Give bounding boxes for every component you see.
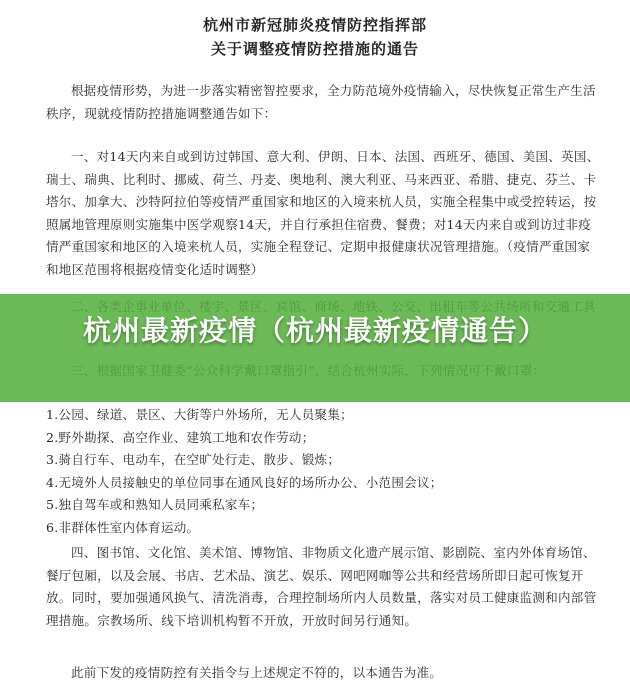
banner-title: 杭州最新疫情（杭州最新疫情通告） — [82, 314, 547, 347]
issuer-heading: 杭州市新冠肺炎疫情防控指挥部 — [202, 16, 427, 34]
list-item: 4.无境外人员接触史的单位同事在通风良好的场所办公、小范围会议； — [46, 474, 443, 490]
mask-exemption-list — [46, 404, 606, 539]
list-item: 3.骑自行车、电动车，在空旷处行走、散步、锻炼； — [46, 452, 341, 467]
closing-paragraph: 此前下发的疫情防控有关指令与上述规定不符的，以本通告为准。 — [71, 665, 443, 680]
notice-title: 关于调整疫情防控措施的通告 — [210, 40, 419, 58]
section-4-paragraph: 四、图书馆、文化馆、美术馆、博物馆、非物质文化遗产展示馆、影剧院、室内外体育场馆、餐厅包厢，以及会展、书店、艺术品、演艺、娱乐、网吧网咖等公共和经营场所即日起可恢复开放。同时，要加强通风换气、清洗消毒，合理控制场所内人员数量，落实对员工健康监测和内部管理措施。宗教场所、线下培训机构暂不开放，开放时间另行通知。 — [46, 545, 597, 628]
list-item: 1.公园、绿道、景区、大街等户外场所，无人员聚集； — [46, 407, 353, 422]
list-item: 2.野外勘探、高空作业、建筑工地和农作劳动； — [46, 429, 315, 445]
intro-paragraph: 根据疫情形势，为进一步落实精密智控要求，全力防范境外疫情输入，尽快恢复正常生产生活秩序，现就疫情防控措施调整通告如下： — [46, 83, 596, 121]
list-item: 6.非群体性室内体育运动。 — [46, 519, 200, 535]
section-1-paragraph: 一、对14天内来自或到访过韩国、意大利、伊朗、日本、法国、西班牙、德国、美国、英国、瑞士、瑞典、比利时、挪威、荷兰、丹麦、奥地利、澳大利亚、马来西亚、希腊、捷克、芬兰、卡塔尔、加拿大、沙特阿拉伯等疫情严重国家和地区的入境来杭人员，实施全程集中或受控转运，按照属地管理原则实施集中医学观察14天，并自行承担住宿费、餐费；对14天内来自或到访过非疫情严重国家和地区的入境来杭人员，实施全程登记、定期申报健康状况管理措施。（疫情严重国家和地区范围将根据疫情变化适时调整） — [46, 149, 600, 277]
list-item: 5.独自驾车或和熟知人员同乘私家车； — [46, 497, 264, 512]
